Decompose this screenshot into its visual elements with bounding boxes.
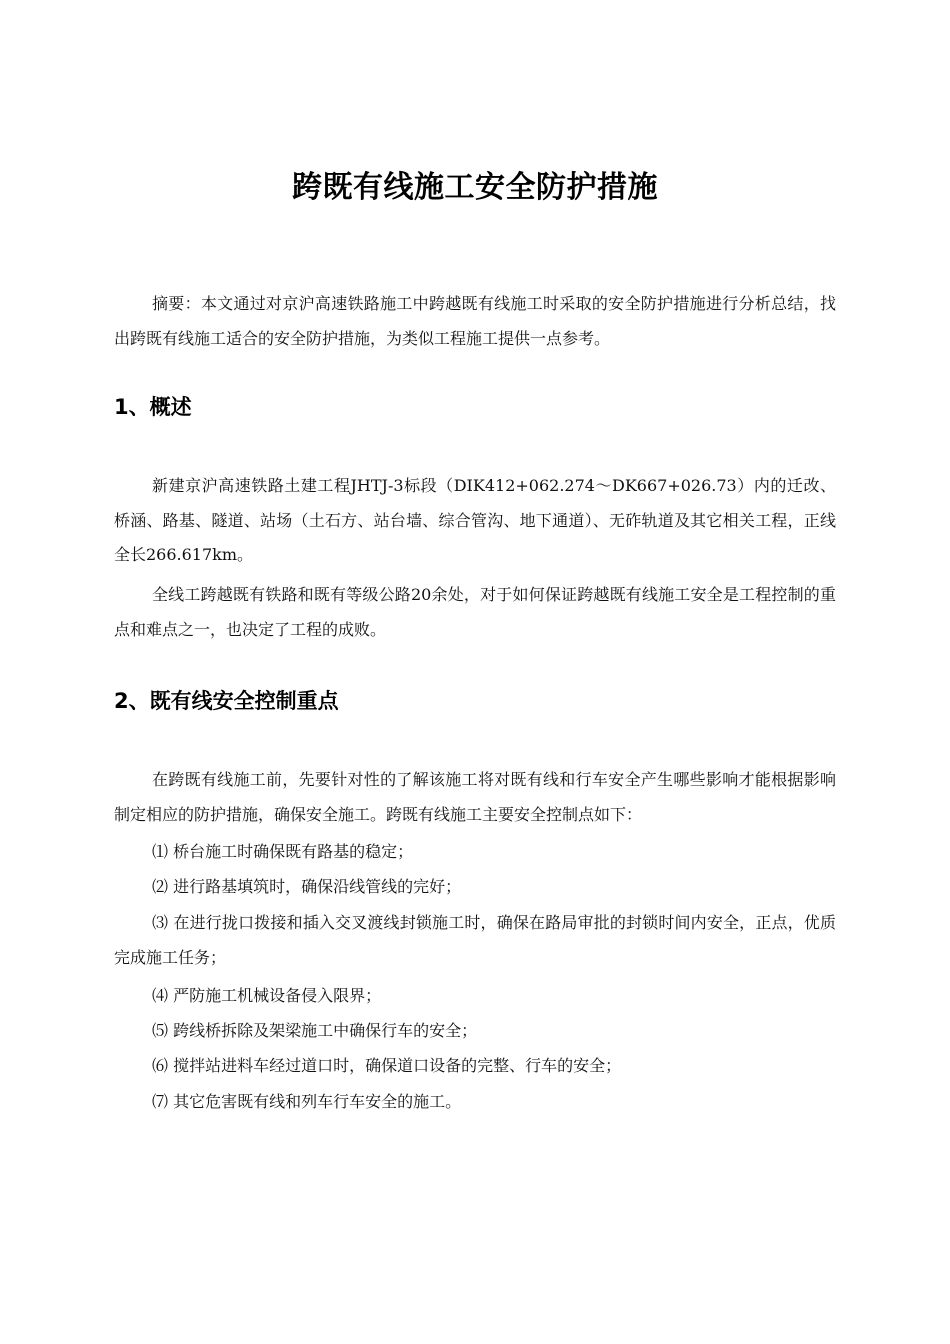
section-heading-control-points: 2、既有线安全控制重点 [114,689,339,713]
overview-paragraph-1: 新建京沪高速铁路土建工程JHTJ-3标段（DIK412+062.274～DK667+026.73）内的迁改、桥涵、路基、隧道、站场（土石方、站台墙、综合管沟、地下通道）、无砟轨道及其它相关工程，正线全长266.617km。 [114,476,836,564]
control-point-item-1: ⑴ 桥台施工时确保既有路基的稳定； [152,842,414,861]
control-point-item-4: ⑷ 严防施工机械设备侵入限界； [152,986,382,1005]
control-point-item-6: ⑹ 搅拌站进料车经过道口时，确保道口设备的完整、行车的安全； [152,1056,622,1075]
overview-paragraph-2: 全线工跨越既有铁路和既有等级公路20余处，对于如何保证跨越既有线施工安全是工程控制的重点和难点之一，也决定了工程的成败。 [114,585,836,639]
control-point-item-7: ⑺ 其它危害既有线和列车行车安全的施工。 [152,1092,462,1111]
control-point-item-2: ⑵ 进行路基填筑时，确保沿线管线的完好； [152,877,462,896]
section-heading-overview: 1、概述 [114,395,192,419]
abstract-paragraph: 摘要：本文通过对京沪高速铁路施工中跨越既有线施工时采取的安全防护措施进行分析总结，找出跨既有线施工适合的安全防护措施，为类似工程施工提供一点参考。 [114,294,836,348]
document-title: 跨既有线施工安全防护措施 [292,170,658,205]
control-point-item-3: ⑶ 在进行拢口拨接和插入交叉渡线封锁施工时，确保在路局审批的封锁时间内安全，正点，优质完成施工任务； [114,913,836,967]
control-points-intro-paragraph: 在跨既有线施工前，先要针对性的了解该施工将对既有线和行车安全产生哪些影响才能根据影响制定相应的防护措施，确保安全施工。跨既有线施工主要安全控制点如下： [114,770,836,824]
control-point-item-5: ⑸ 跨线桥拆除及架梁施工中确保行车的安全； [152,1021,478,1040]
